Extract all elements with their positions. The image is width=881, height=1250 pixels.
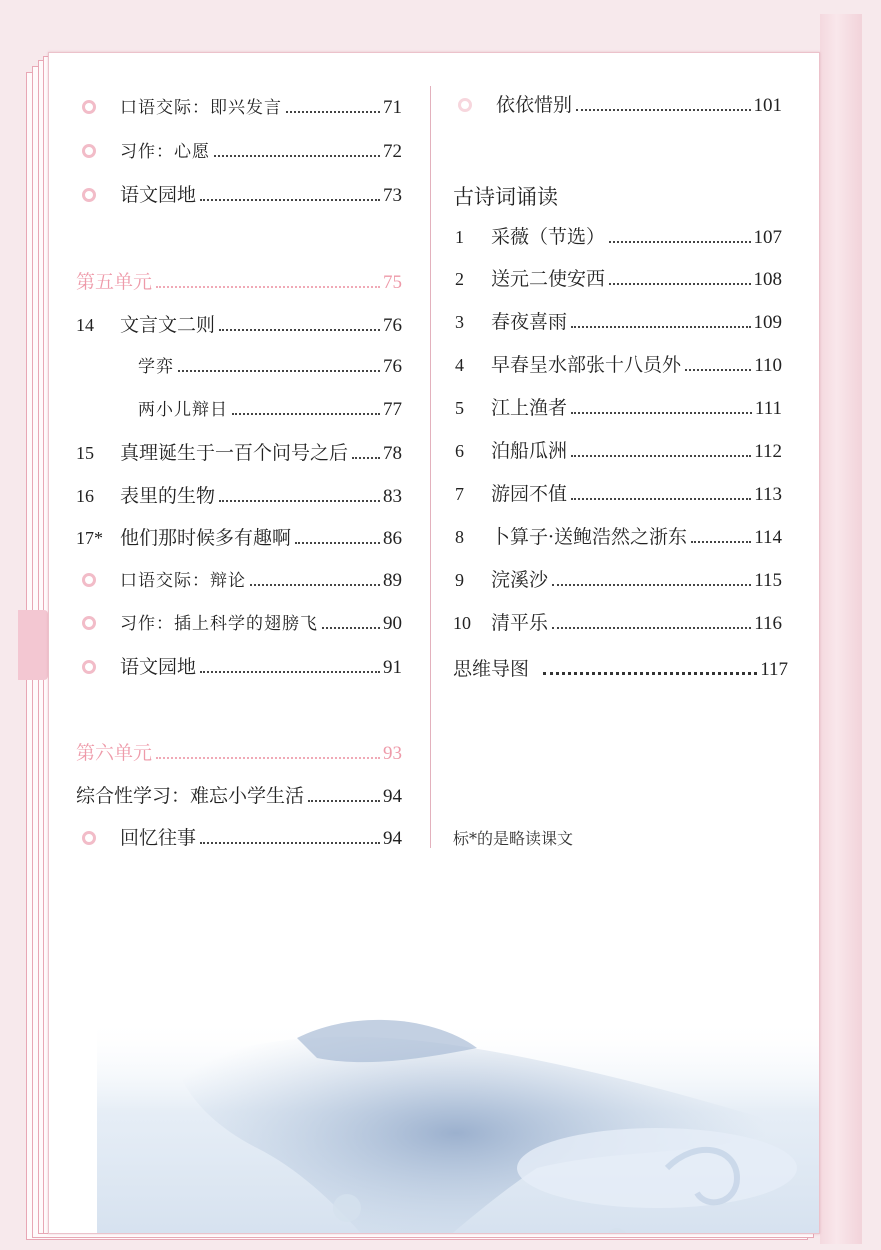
entry-title: 游园不值 xyxy=(491,483,568,505)
dot-leader xyxy=(552,626,751,629)
entry-title: 口语交际：即兴发言 xyxy=(120,98,282,118)
entry-title: 他们那时候多有趣啊 xyxy=(120,527,292,549)
dot-leader xyxy=(571,411,752,414)
unit-heading[interactable] xyxy=(76,270,402,296)
unit-heading[interactable] xyxy=(76,741,402,767)
entry-title: 习作：心愿 xyxy=(120,142,210,162)
dot-leader xyxy=(219,328,380,331)
lesson-number: 16 xyxy=(76,486,94,506)
poem-entry[interactable] xyxy=(455,396,782,422)
circle-bullet-icon xyxy=(82,660,96,674)
poem-number: 5 xyxy=(455,398,464,418)
dot-leader xyxy=(685,368,751,371)
dot-leader xyxy=(156,756,380,759)
poem-entry[interactable] xyxy=(455,353,782,379)
dot-leader xyxy=(552,583,751,586)
poem-entry[interactable] xyxy=(455,310,782,336)
dot-leader xyxy=(178,369,380,372)
circle-bullet-icon xyxy=(82,616,96,630)
dot-leader xyxy=(250,583,380,586)
page-number: 114 xyxy=(754,527,782,548)
poem-entry[interactable] xyxy=(455,568,782,594)
entry-title: 表里的生物 xyxy=(120,485,216,507)
column-divider xyxy=(430,86,431,848)
dot-leader xyxy=(200,198,380,201)
poem-number: 4 xyxy=(455,355,464,375)
entry-title: 清平乐 xyxy=(491,612,549,634)
toc-entry[interactable] xyxy=(76,441,402,467)
poem-number: 6 xyxy=(455,441,464,461)
page-number: 112 xyxy=(754,441,782,462)
lesson-number: 15 xyxy=(76,443,94,463)
dot-leader xyxy=(576,108,750,111)
mind-map-entry[interactable] xyxy=(453,657,788,683)
page-number: 109 xyxy=(753,312,782,333)
page-number: 93 xyxy=(383,743,402,764)
toc-subentry[interactable] xyxy=(138,355,402,381)
entry-title: 早春呈水部张十八员外 xyxy=(491,354,682,376)
dot-leader xyxy=(609,282,750,285)
dot-leader xyxy=(214,154,380,157)
poem-number: 8 xyxy=(455,527,464,547)
entry-title: 语文园地 xyxy=(120,184,197,206)
page-number: 110 xyxy=(754,355,782,376)
dot-leader xyxy=(543,671,757,675)
poem-number: 3 xyxy=(455,312,464,332)
poem-entry[interactable] xyxy=(455,439,782,465)
poem-number: 10 xyxy=(453,613,471,633)
dot-leader xyxy=(156,285,380,288)
toc-entry[interactable] xyxy=(76,484,402,510)
dot-leader xyxy=(322,626,380,629)
entry-title: 浣溪沙 xyxy=(491,569,549,591)
circle-bullet-icon xyxy=(82,100,96,114)
poem-entry[interactable] xyxy=(455,482,782,508)
toc-subentry[interactable] xyxy=(138,398,402,424)
footnote: 标*的是略读课文 xyxy=(453,829,574,848)
poem-number: 1 xyxy=(455,227,464,247)
page-number: 77 xyxy=(383,399,402,420)
entry-title: 送元二使安西 xyxy=(491,268,606,290)
entry-title: 依依惜别 xyxy=(496,94,573,116)
circle-bullet-icon xyxy=(458,98,472,112)
dot-leader xyxy=(308,799,380,802)
page-number: 91 xyxy=(383,657,402,678)
toc-entry[interactable] xyxy=(76,784,402,810)
poem-entry[interactable] xyxy=(455,267,782,293)
entry-title: 学弈 xyxy=(138,357,174,377)
page-number: 111 xyxy=(754,398,782,419)
dot-leader xyxy=(232,412,380,415)
poem-number: 2 xyxy=(455,269,464,289)
circle-bullet-icon xyxy=(82,831,96,845)
book-spine xyxy=(820,14,862,1244)
entry-title: 春夜喜雨 xyxy=(491,311,568,333)
page-number: 113 xyxy=(754,484,782,505)
page-number: 108 xyxy=(753,269,782,290)
poem-entry[interactable] xyxy=(455,525,782,551)
toc-entry[interactable] xyxy=(78,612,402,638)
circle-bullet-icon xyxy=(82,573,96,587)
page-number: 101 xyxy=(753,95,782,116)
dot-leader xyxy=(200,841,380,844)
dot-leader xyxy=(609,240,750,243)
page-number: 72 xyxy=(383,141,402,162)
dot-leader xyxy=(571,325,750,328)
page-number: 117 xyxy=(760,659,788,680)
page-number: 71 xyxy=(383,97,402,118)
entry-title: 泊船瓜洲 xyxy=(491,440,568,462)
circle-bullet-icon xyxy=(82,188,96,202)
dot-leader xyxy=(286,110,380,113)
entry-title: 江上渔者 xyxy=(491,397,568,419)
page-number: 76 xyxy=(383,356,402,377)
poem-entry[interactable] xyxy=(453,611,782,637)
entry-title: 口语交际：辩论 xyxy=(120,571,246,591)
dot-leader xyxy=(295,541,380,544)
page-number: 116 xyxy=(754,613,782,634)
entry-title: 综合性学习：难忘小学生活 xyxy=(76,785,305,807)
poem-number: 7 xyxy=(455,484,464,504)
toc-entry[interactable] xyxy=(454,93,782,119)
dot-leader xyxy=(352,456,380,459)
toc-entry[interactable] xyxy=(76,526,402,552)
entry-title: 两小儿辩日 xyxy=(138,400,228,420)
entry-title: 文言文二则 xyxy=(120,314,216,336)
entry-title: 回忆往事 xyxy=(120,827,197,849)
page-number: 76 xyxy=(383,315,402,336)
page-number: 94 xyxy=(383,828,402,849)
entry-title: 真理诞生于一百个问号之后 xyxy=(120,442,349,464)
toc-entry[interactable] xyxy=(76,313,402,339)
entry-title: 卜算子·送鲍浩然之浙东 xyxy=(491,526,688,548)
dot-leader xyxy=(571,454,751,457)
toc-entry[interactable] xyxy=(78,655,402,681)
page-tab xyxy=(18,610,48,680)
lesson-number: 14 xyxy=(76,315,94,335)
unit-title: 第五单元 xyxy=(76,271,153,293)
poem-number: 9 xyxy=(455,570,464,590)
section-title: 古诗词诵读 xyxy=(453,185,558,209)
page-number: 86 xyxy=(383,528,402,549)
entry-title: 思维导图 xyxy=(453,658,530,680)
page-number: 83 xyxy=(383,486,402,507)
page-number: 107 xyxy=(753,227,782,248)
toc-entry[interactable] xyxy=(78,96,402,122)
entry-title: 语文园地 xyxy=(120,656,197,678)
page-number: 115 xyxy=(754,570,782,591)
water-splash-illustration xyxy=(97,978,820,1234)
lesson-number: 17* xyxy=(76,528,103,548)
page-number: 94 xyxy=(383,786,402,807)
entry-title: 采薇（节选） xyxy=(491,226,606,248)
circle-bullet-icon xyxy=(82,144,96,158)
page-number: 73 xyxy=(383,185,402,206)
page-number: 89 xyxy=(383,570,402,591)
toc-entry[interactable] xyxy=(78,826,402,852)
toc-entry[interactable] xyxy=(78,140,402,166)
dot-leader xyxy=(571,497,751,500)
unit-title: 第六单元 xyxy=(76,742,153,764)
poem-entry[interactable] xyxy=(455,225,782,251)
dot-leader xyxy=(200,670,380,673)
entry-title: 习作：插上科学的翅膀飞 xyxy=(120,614,318,634)
page-number: 75 xyxy=(383,272,402,293)
dot-leader xyxy=(219,499,380,502)
dot-leader xyxy=(691,540,751,543)
page-number: 78 xyxy=(383,443,402,464)
page-number: 90 xyxy=(383,613,402,634)
toc-entry[interactable] xyxy=(78,569,402,595)
toc-entry[interactable] xyxy=(78,183,402,209)
